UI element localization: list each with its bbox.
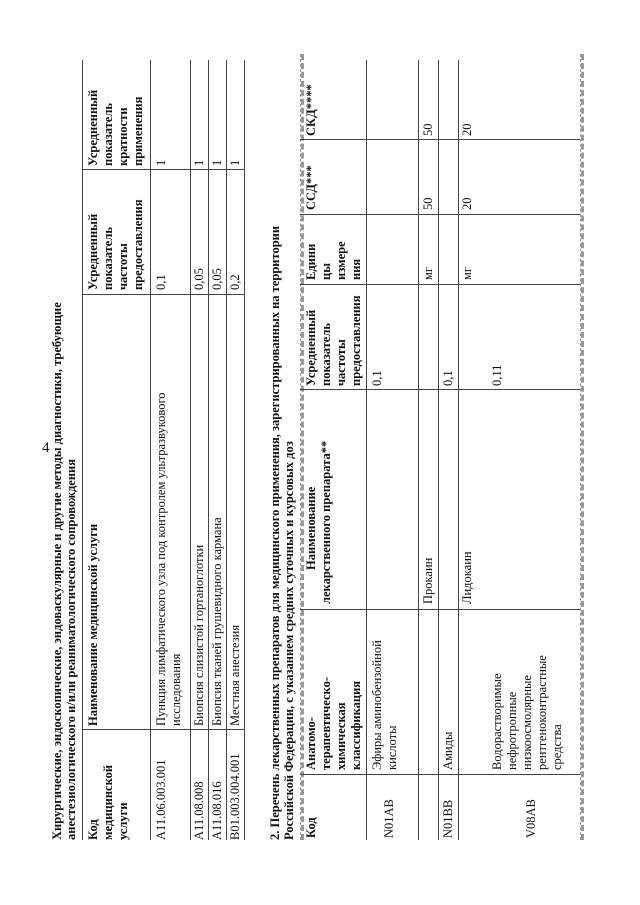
cell-frequency: 0,05 (192, 268, 206, 290)
page-number: 4 (42, 440, 50, 456)
table2-border (300, 609, 580, 610)
cell-frequency: 0,2 (228, 274, 242, 290)
cell-multiplicity: 1 (228, 159, 242, 166)
cell-skd: 50 (421, 123, 435, 136)
cell-multiplicity: 1 (154, 159, 168, 166)
cell-unit: мг (460, 266, 474, 280)
cell-frequency: 0,05 (210, 268, 224, 290)
table1-border (82, 729, 244, 730)
cell-atc: Эфиры аминобензойной (370, 640, 384, 770)
table1-border (208, 60, 209, 840)
cell-name: исследования (169, 653, 183, 726)
cell-code: A11.08.008 (192, 781, 206, 840)
cell-frequency: 0,11 (490, 364, 504, 386)
cell-code: A11.06.003.001 (154, 759, 168, 840)
table2-border (300, 284, 580, 285)
cell-multiplicity: 1 (192, 159, 206, 166)
cell-name: Пункция лимфатического узла под контролем ультразвукового (154, 392, 168, 726)
cell-atc: кислоты (385, 725, 399, 770)
header-frequency-line: Усредненный (304, 309, 318, 386)
table1-header-name: Наименование медицинской услуги (86, 523, 100, 726)
cell-atc: низкоосмолярные (520, 675, 534, 770)
cell-atc: нефротропные (505, 691, 519, 770)
header-unit-line: цы (319, 263, 333, 280)
header-unit-line: ния (349, 258, 363, 280)
cell-code: N01AB (382, 799, 396, 838)
header-frequency-line: предоставления (131, 199, 145, 290)
header-code-line: Код (86, 819, 100, 840)
cell-name: Биопсия тканей грушевидного кармана (210, 517, 224, 726)
section1-heading-line2: анестезиологического и/или реаниматологического сопровождения (64, 458, 78, 840)
table2-border (300, 774, 580, 775)
header-drug-line: лекарственного препарата** (319, 440, 333, 604)
cell-atc: рентгеноконтрастные (535, 655, 549, 770)
cell-skd: 20 (460, 123, 474, 136)
cell-drug: Лидокаин (460, 551, 474, 604)
header-frequency-line: предоставления (349, 295, 363, 386)
table1-border (150, 60, 151, 840)
cell-name: Биопсия слизистой гортаноглотки (192, 544, 206, 726)
cell-frequency: 0,1 (370, 370, 384, 386)
header-atc-line: классификация (349, 680, 363, 770)
header-code-line: услуги (116, 802, 130, 840)
table2-header-code: Код (304, 817, 318, 838)
header-frequency-line: показатель (101, 227, 115, 290)
table1-border (190, 60, 191, 840)
table2-border (438, 60, 439, 840)
cell-ssd: 20 (460, 197, 474, 210)
cell-unit: мг (421, 266, 435, 280)
cell-code: N01BB (441, 799, 455, 838)
header-drug-line: Наименование (304, 486, 318, 570)
header-frequency-line: показатель (319, 323, 333, 386)
table1-border (82, 294, 244, 295)
header-multiplicity-line: применения (131, 96, 145, 166)
cell-atc: средства (550, 724, 564, 770)
header-atc-line: химическая (334, 702, 348, 770)
cell-atc: Водорастворимые (490, 673, 504, 770)
header-multiplicity-line: показатель (101, 103, 115, 166)
cell-frequency: 0,1 (154, 274, 168, 290)
cell-ssd: 50 (421, 197, 435, 210)
header-unit-line: измере (334, 241, 348, 280)
cell-name: Местная анестезия (228, 624, 242, 726)
cell-drug: Прокаин (421, 557, 435, 604)
table2-border (300, 214, 580, 215)
header-frequency-line: Усредненный (86, 213, 100, 290)
table2-border (418, 60, 419, 840)
header-frequency-line: частоты (116, 243, 130, 290)
header-atc-line: Анатомо- (304, 717, 318, 770)
cell-code: A11.08.016 (210, 781, 224, 840)
table1-border (82, 60, 83, 840)
header-frequency-line: частоты (334, 339, 348, 386)
table2-border (300, 139, 580, 140)
table2-border (580, 54, 584, 840)
table2-header-skd: СКД**** (304, 84, 318, 136)
table2-header-ssd: ССД*** (304, 165, 318, 210)
section2-heading-line1: 2. Перечень лекарственных препаратов для медицинского применения, зарегистрированных на территории (268, 225, 282, 840)
table2-border (458, 60, 459, 840)
cell-code: B01.003.004.001 (228, 753, 242, 840)
cell-frequency: 0,1 (441, 370, 455, 386)
table1-border (82, 169, 244, 170)
header-atc-line: терапевтическо- (319, 676, 333, 770)
section2-heading-line2: Российской Федерации, с указанием средних суточных и курсовых доз (282, 441, 296, 840)
cell-atc: Амиды (441, 731, 455, 770)
header-code-line: медицинской (101, 764, 115, 840)
rotated-content (40, 40, 600, 860)
table1-border (226, 60, 227, 840)
header-multiplicity-line: Усредненный (86, 89, 100, 166)
section1-heading-line1: Хирургические, эндоскопические, эндоваскулярные и другие методы диагностики, требующие (50, 302, 64, 840)
header-unit-line: Едини (304, 243, 318, 280)
table2-border (366, 60, 367, 840)
header-multiplicity-line: кратности (116, 107, 130, 166)
cell-multiplicity: 1 (210, 159, 224, 166)
cell-code: V08AB (524, 799, 538, 838)
table1-border (244, 60, 245, 840)
table2-border (300, 389, 580, 390)
